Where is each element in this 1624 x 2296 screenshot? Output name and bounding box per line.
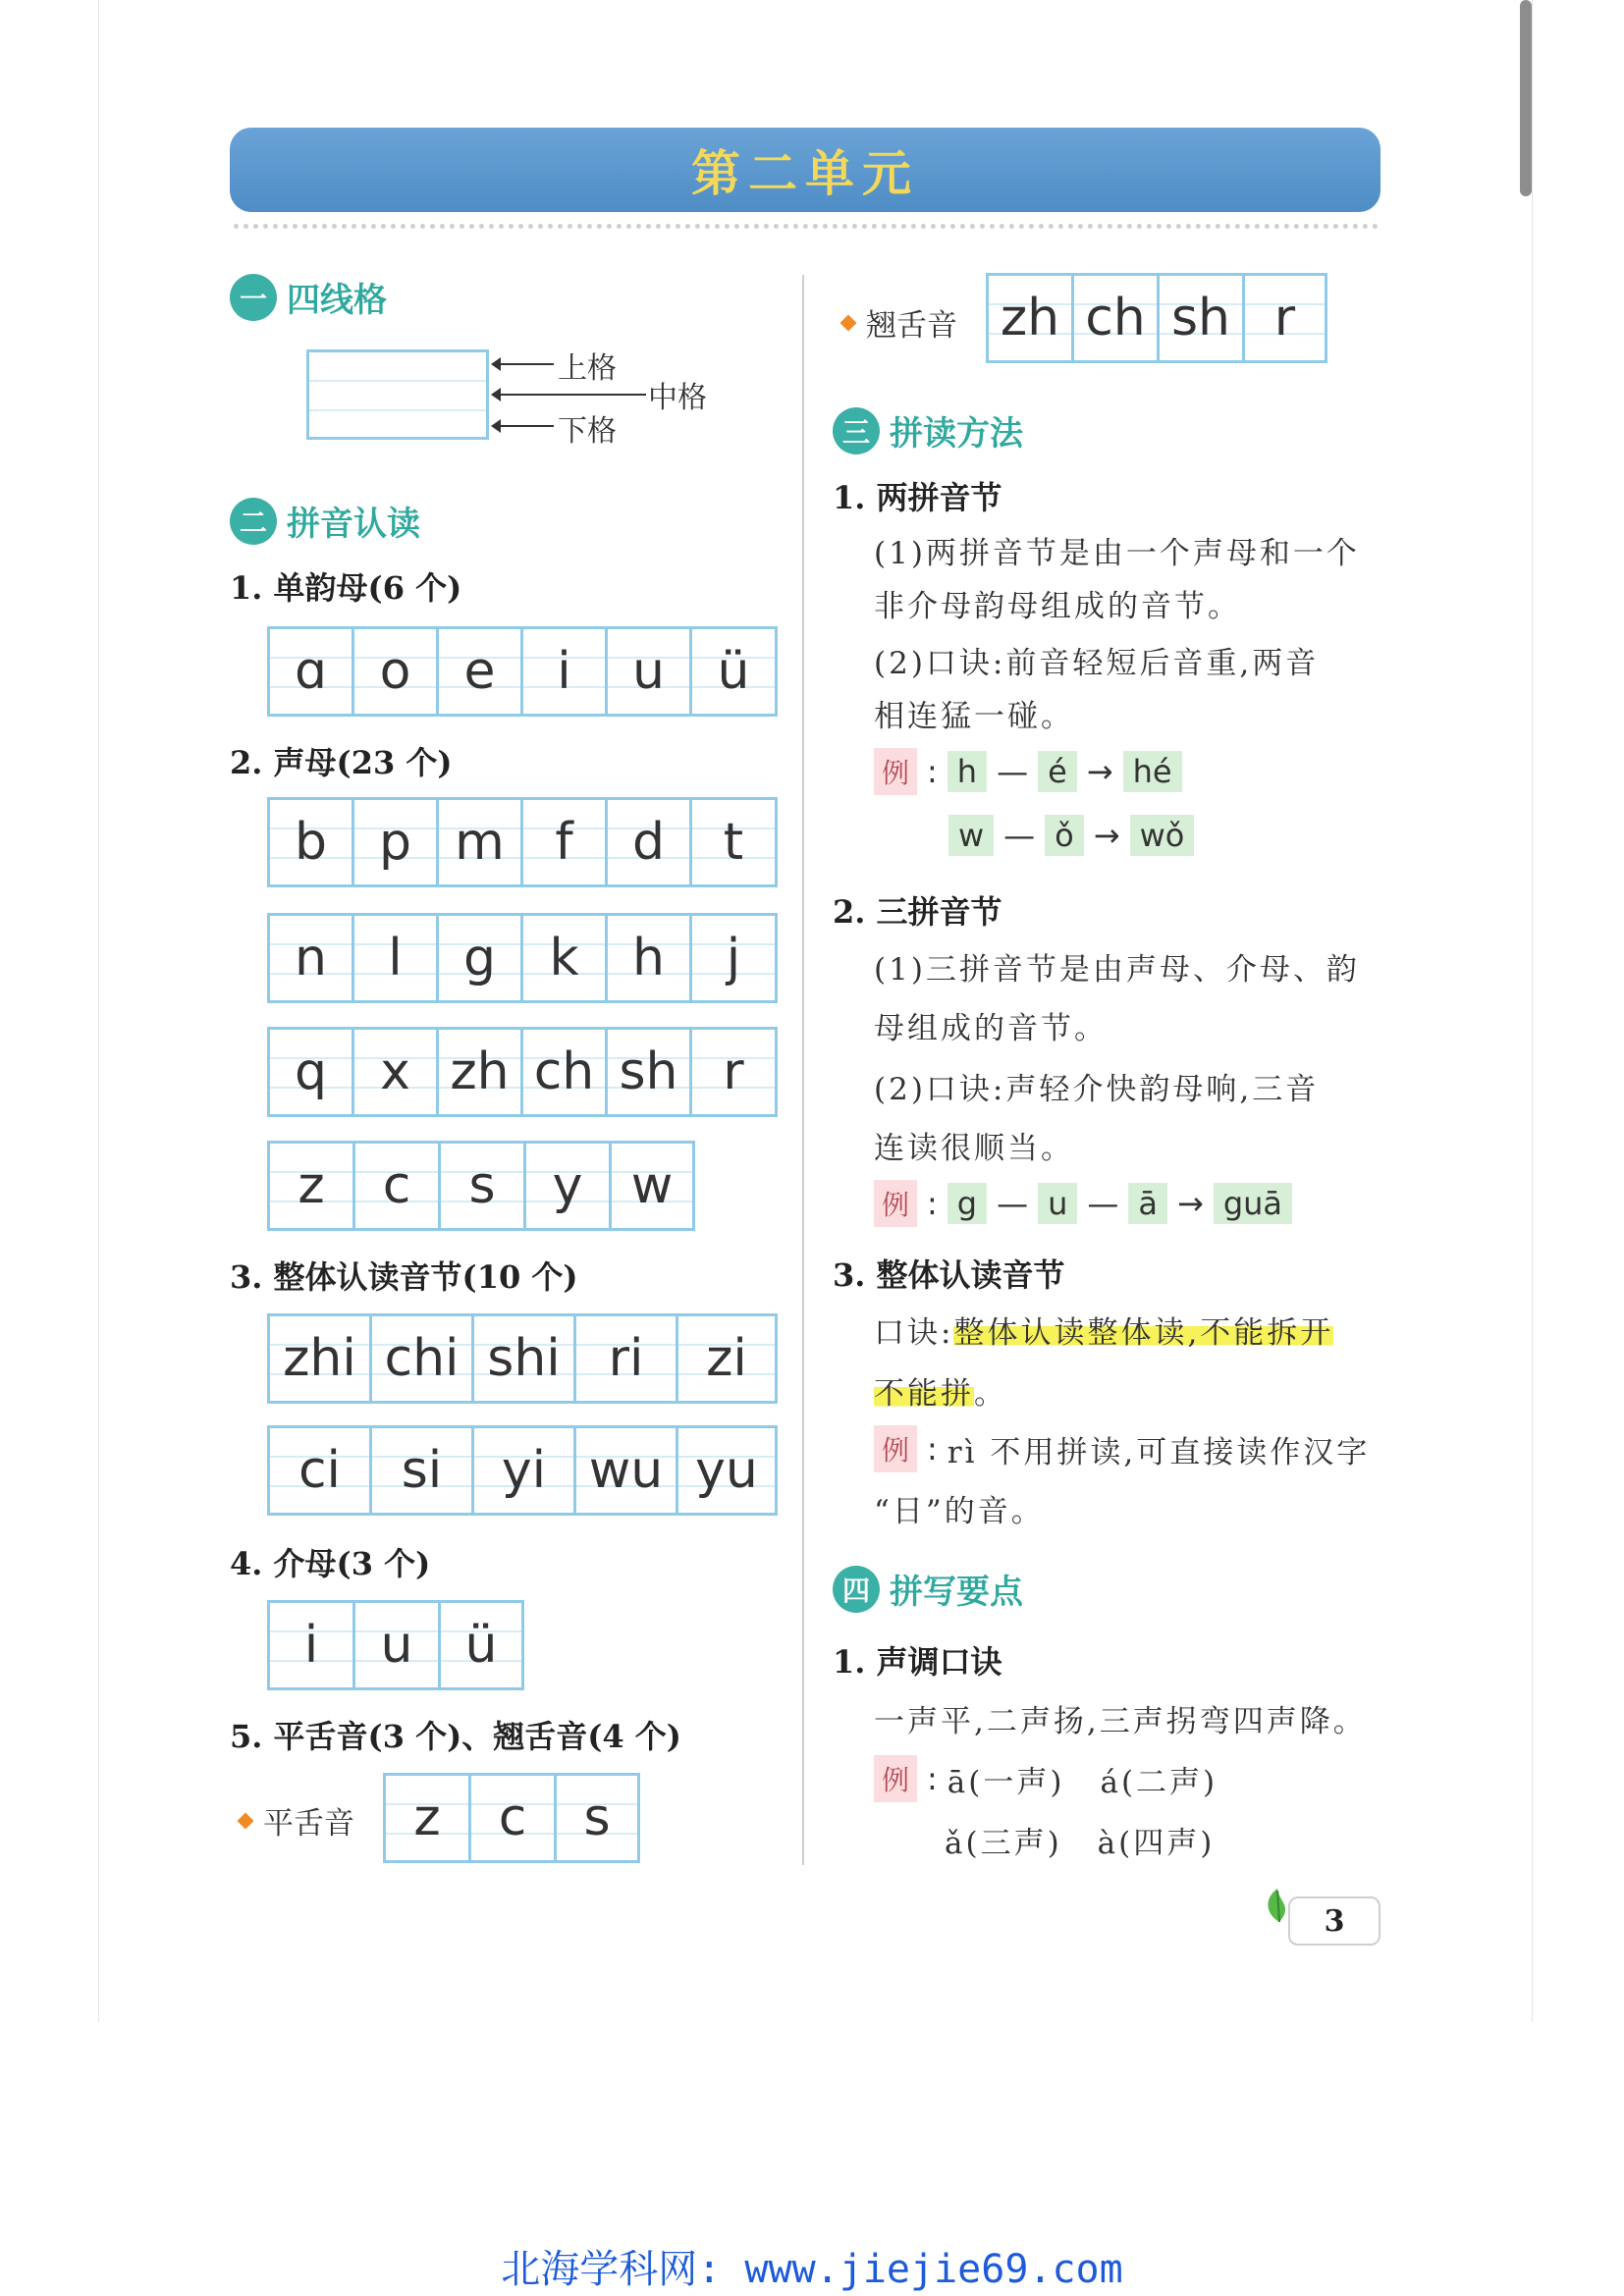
initials-grid-row: [267, 1027, 778, 1117]
column-divider: [802, 275, 804, 1865]
pinyin-cell: ch: [1074, 276, 1160, 360]
flat-label: 平舌音: [263, 1806, 354, 1842]
page-edge-left: [98, 0, 99, 2022]
initials-grid-row: [267, 1141, 695, 1231]
finals-grid: [267, 626, 778, 717]
paragraph: 连读很顺当。: [874, 1131, 1074, 1166]
pinyin-cell: ɑ: [270, 629, 354, 714]
label-middle: 中格: [648, 381, 707, 415]
flat-grid: [383, 1773, 640, 1863]
pinyin-cell: g: [439, 916, 523, 1000]
section-title: 拼写要点: [890, 1573, 1023, 1612]
tone-item: ā(一声): [947, 1764, 1065, 1800]
four-line-grid: [306, 349, 489, 440]
scrollbar[interactable]: [1520, 0, 1532, 196]
example-label: 例: [874, 1425, 917, 1472]
example-two-part-1: 例 : h — é → hé: [874, 748, 1182, 795]
paragraph: “日”的音。: [874, 1494, 1045, 1529]
section-title: 拼读方法: [890, 414, 1023, 454]
initials-grid-row: [267, 797, 778, 887]
pinyin-cell: ü: [717, 642, 750, 701]
highlighted-text: 整体认读整体读,不能拆开: [953, 1315, 1334, 1351]
pinyin-cell: r: [723, 1042, 744, 1101]
tone-item: à(四声): [1097, 1826, 1216, 1861]
example-tones-2: [945, 1818, 1215, 1862]
tone-rhyme: 一声平,二声扬,三声拐弯四声降。: [874, 1704, 1367, 1739]
paragraph: [874, 1368, 1007, 1413]
section-badge: 一: [230, 274, 277, 321]
pinyin-cell: sh: [608, 1030, 692, 1114]
paragraph: 相连猛一碰。: [874, 699, 1074, 734]
label-top: 上格: [558, 351, 617, 386]
retroflex-tag: [842, 300, 957, 345]
medials-grid: [267, 1600, 524, 1690]
pinyin-cell: c: [355, 1144, 441, 1228]
pinyin-cell: w: [630, 1156, 674, 1215]
syllable-chip: u: [1038, 1183, 1077, 1224]
pinyin-cell: ri: [576, 1316, 678, 1401]
heading-medials: 4. 介母(3 个): [230, 1545, 431, 1582]
syllable-chip: hé: [1123, 751, 1182, 792]
initials-grid-row: [267, 913, 778, 1003]
retroflex-grid: [986, 273, 1327, 363]
heading-whole-syllables: 3. 整体认读音节(10 个): [230, 1258, 578, 1296]
heading-tones: 1. 声调口诀: [833, 1643, 1002, 1681]
syllable-chip: h: [947, 751, 987, 792]
syllable-chip: é: [1038, 751, 1077, 792]
example-whole-reading: 例 : rì 不用拼读,可直接读作汉字: [874, 1425, 1370, 1472]
paragraph: (2)口诀:前音轻短后音重,两音: [874, 646, 1320, 681]
pinyin-cell: z: [270, 1144, 355, 1228]
pinyin-cell: o: [354, 629, 439, 714]
pinyin-cell: u: [355, 1603, 441, 1687]
pinyin-cell: sh: [1160, 276, 1245, 360]
page-edge-right: [1532, 0, 1533, 2022]
pinyin-cell: zh: [439, 1030, 523, 1114]
pinyin-cell: s: [583, 1789, 611, 1847]
tone-item: ǎ(三声): [945, 1826, 1062, 1861]
syllable-chip: ǒ: [1045, 815, 1084, 856]
paragraph: (2)口诀:声轻介快韵母响,三音: [874, 1072, 1320, 1107]
example-two-part-2: w — ǒ → wǒ: [948, 815, 1194, 856]
pinyin-cell: s: [441, 1144, 526, 1228]
pinyin-cell: i: [270, 1603, 355, 1687]
punctuation: 。: [974, 1376, 1007, 1412]
syllable-chip: w: [948, 815, 994, 856]
pinyin-cell: f: [523, 800, 608, 884]
syllable-chip: ā: [1128, 1183, 1167, 1224]
section-badge: 四: [833, 1566, 880, 1613]
footer-watermark[interactable]: 北海学科网: www.jiejie69.com: [501, 2247, 1123, 2292]
flat-tongue-tag: [240, 1798, 354, 1842]
heading-two-part: 1. 两拼音节: [833, 479, 1002, 516]
dotted-divider: [234, 224, 1379, 229]
pinyin-cell: h: [608, 916, 692, 1000]
section-reading-method: [833, 406, 1023, 454]
label-bottom: 下格: [558, 414, 617, 449]
rhyme-prefix: 口诀:: [874, 1315, 954, 1351]
retroflex-label: 翘舌音: [866, 308, 957, 344]
section-four-line: [230, 273, 387, 321]
pinyin-cell: n: [270, 916, 354, 1000]
pinyin-cell: zi: [706, 1329, 747, 1388]
pinyin-cell: j: [726, 929, 741, 988]
example-three-part: 例 : g — u — ā → guā: [874, 1180, 1292, 1227]
pinyin-cell: b: [270, 800, 354, 884]
section-badge: 三: [833, 407, 880, 454]
example-label: 例: [874, 748, 917, 795]
heading-initials: 2. 声母(23 个): [230, 744, 453, 781]
paragraph: [874, 1308, 1333, 1352]
syllable-chip: g: [947, 1183, 987, 1224]
whole-grid-row: [267, 1425, 778, 1516]
pinyin-cell: ch: [523, 1030, 608, 1114]
pinyin-cell: yi: [474, 1428, 576, 1513]
pinyin-cell: y: [526, 1144, 612, 1228]
tone-item: á(二声): [1100, 1764, 1218, 1800]
heading-whole-reading: 3. 整体认读音节: [833, 1256, 1065, 1294]
paragraph: rì 不用拼读,可直接读作汉字: [947, 1434, 1371, 1470]
page-number: 3: [1288, 1896, 1380, 1946]
pinyin-cell: x: [354, 1030, 439, 1114]
heading-flat-retroflex: 5. 平舌音(3 个)、翘舌音(4 个): [230, 1718, 681, 1755]
pinyin-cell: ü: [464, 1616, 498, 1675]
unit-title: 第二单元: [691, 145, 919, 202]
example-label: 例: [874, 1755, 917, 1802]
pinyin-cell: ci: [270, 1428, 372, 1513]
example-tones-1: 例 : ā(一声) á(二声): [874, 1755, 1218, 1802]
pinyin-cell: e: [439, 629, 523, 714]
diamond-icon: [840, 314, 857, 331]
pinyin-cell: u: [608, 629, 692, 714]
pinyin-cell: zh: [989, 276, 1074, 360]
paragraph: (1)三拼音节是由声母、介母、韵: [874, 952, 1360, 988]
section-spelling: [833, 1565, 1023, 1613]
pinyin-cell: z: [386, 1776, 471, 1860]
highlighted-text: 不能拼: [874, 1376, 974, 1412]
pinyin-cell: c: [471, 1776, 557, 1860]
pinyin-cell: wu: [576, 1428, 678, 1513]
whole-grid-row: [267, 1313, 778, 1404]
pinyin-cell: zhi: [270, 1316, 372, 1401]
section-badge: 二: [230, 498, 277, 545]
paragraph: 母组成的音节。: [874, 1011, 1108, 1046]
heading-three-part: 2. 三拼音节: [833, 893, 1002, 931]
pinyin-cell: r: [1273, 289, 1296, 347]
section-title: 拼音认读: [287, 505, 420, 544]
arrow-icon: [493, 363, 554, 365]
section-title: 四线格: [287, 281, 387, 320]
pinyin-cell: yu: [695, 1441, 758, 1500]
paragraph: 非介母韵母组成的音节。: [874, 589, 1241, 624]
pinyin-cell: si: [372, 1428, 474, 1513]
pinyin-cell: q: [270, 1030, 354, 1114]
arrow-icon: [493, 425, 554, 427]
syllable-chip: wǒ: [1130, 815, 1195, 856]
example-label: 例: [874, 1180, 917, 1227]
unit-banner: [230, 128, 1380, 212]
pinyin-cell: d: [608, 800, 692, 884]
pinyin-cell: t: [723, 813, 744, 872]
diamond-icon: [238, 1812, 254, 1829]
pinyin-cell: shi: [474, 1316, 576, 1401]
pinyin-cell: l: [354, 916, 439, 1000]
pinyin-cell: i: [523, 629, 608, 714]
syllable-chip: guā: [1214, 1183, 1292, 1224]
paragraph: (1)两拼音节是由一个声母和一个: [874, 536, 1360, 571]
arrow-icon: [493, 394, 646, 396]
heading-finals: 1. 单韵母(6 个): [230, 569, 462, 607]
pinyin-cell: p: [354, 800, 439, 884]
pinyin-cell: m: [439, 800, 523, 884]
pinyin-cell: chi: [372, 1316, 474, 1401]
section-pinyin: [230, 497, 420, 545]
pinyin-cell: k: [523, 916, 608, 1000]
